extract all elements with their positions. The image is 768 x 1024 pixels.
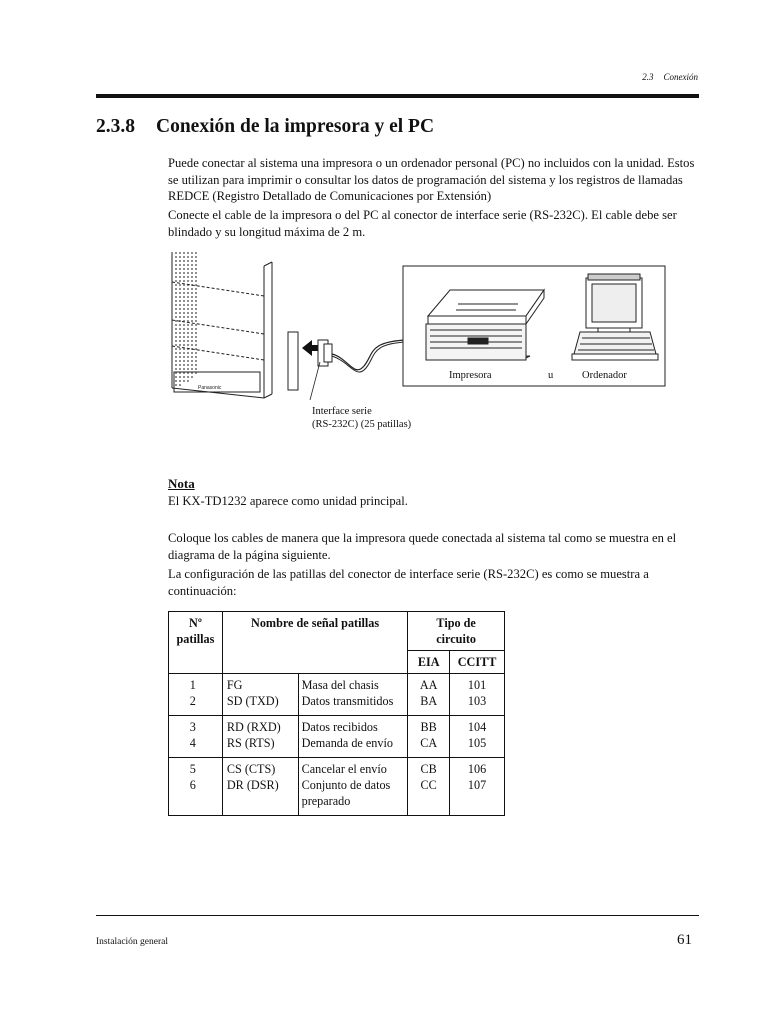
header-circuit-type-line2: circuito [436,632,476,646]
interface-label-line2: (RS-232C) (25 patillas) [312,419,412,430]
signal-name: CS (CTS) [226,762,276,776]
signal-description: Cancelar el envío [301,762,387,776]
eia-cell [408,716,450,758]
header-pin-no [169,612,223,674]
ccitt-cell [450,716,505,758]
connection-diagram [168,246,670,436]
table-group [169,716,505,758]
signal-description: Masa del chasis [301,678,379,692]
header-rule [96,94,699,98]
printer-icon [426,290,544,360]
ccitt-code: 106 [467,762,487,776]
footer-rule [96,915,699,916]
printer-label: Impresora [449,370,492,381]
footer-doc-title: Instalación general [96,937,169,947]
signal-cell [222,758,298,816]
ccitt-cell [450,674,505,716]
main-unit-cabinet [172,252,298,398]
signal-name: SD (TXD) [226,694,279,708]
eia-code: AA [419,678,438,692]
page-number: 61 [677,932,692,948]
leader-line [310,362,320,400]
eia-code: CB [420,762,437,776]
header-circuit-type [408,612,505,651]
eia-cell [408,758,450,816]
description-cell [298,674,408,716]
pin-config-paragraph: La configuración de las patillas del conector de interface serie (RS-232C) es como se muestra a continuación: [168,567,649,598]
signal-name: DR (DSR) [226,778,279,792]
header-signal-name: Nombre de señal patillas [222,612,407,674]
ccitt-code: 107 [467,778,487,792]
header-section-ref: 2.3 [642,72,654,82]
intro-paragraph: Puede conectar al sistema una impresora o un ordenador personal (PC) no incluidos con la unidad. Estos se utilizan para imprimir o consultar los datos de programación del sistema y los registros de llamadas REDCE (Registro Detallado de Comunicaciones por Extensión) [168,156,695,203]
signal-name: RD (RXD) [226,720,281,734]
signal-description: Datos transmitidos [301,694,394,708]
nota-text: El KX-TD1232 aparece como unidad principal. [168,494,408,508]
table-group [169,674,505,716]
table-group [169,758,505,816]
pin-number: 2 [189,694,196,708]
pin-number: 5 [189,762,196,776]
ccitt-code: 103 [467,694,487,708]
signal-description: Datos recibidos [301,720,378,734]
cable-paragraph: Conecte el cable de la impresora o del PC al conector de interface serie (RS-232C). El cable debe ser blindado y su longitud máxima de 2 m. [168,208,677,239]
header-section-name: Conexión [663,72,698,82]
eia-code: BB [420,720,437,734]
pin-number: 1 [189,678,196,692]
nota-heading: Nota [168,476,195,491]
or-label: u [548,370,554,381]
ccitt-code: 105 [467,736,487,750]
cable-line [332,340,406,370]
section-number: 2.3.8 [96,116,135,137]
signal-description: Demanda de envío [301,736,393,750]
connection-figure [168,246,670,436]
ccitt-cell [450,758,505,816]
ccitt-code: 101 [467,678,487,692]
signal-name: RS (RTS) [226,736,275,750]
pin-table [168,611,505,816]
pin-cell [169,758,223,816]
connection-arrow-icon [302,340,320,356]
header-pin-no-line1: Nº [189,616,202,630]
brand-text: Panasonic [198,385,222,391]
header-pin-no-line2: patillas [176,632,215,646]
pin-cell [169,716,223,758]
section-title-text: Conexión de la impresora y el PC [156,116,435,137]
signal-cell [222,716,298,758]
pin-number: 3 [189,720,196,734]
signal-name: FG [226,678,243,692]
header-circuit-type-line1: Tipo de [436,616,476,630]
section-title [96,116,434,138]
signal-description: Conjunto de datos preparado [301,778,391,808]
pin-number: 4 [189,736,196,750]
pin-cell [169,674,223,716]
signal-cell [222,674,298,716]
cable-arrangement-paragraph: Coloque los cables de manera que la impresora quede conectada al sistema tal como se muestra en el diagrama de la página siguiente. [168,531,677,562]
header-ccitt: CCITT [450,651,505,674]
pin-number: 6 [189,778,196,792]
computer-label: Ordenador [582,370,627,381]
eia-code: CA [420,736,438,750]
header-eia: EIA [408,651,450,674]
eia-cell [408,674,450,716]
running-header [560,72,698,82]
interface-label-line1: Interface serie [312,406,372,417]
ccitt-code: 104 [467,720,487,734]
description-cell [298,758,408,816]
description-cell [298,716,408,758]
eia-code: BA [420,694,438,708]
eia-code: CC [420,778,437,792]
